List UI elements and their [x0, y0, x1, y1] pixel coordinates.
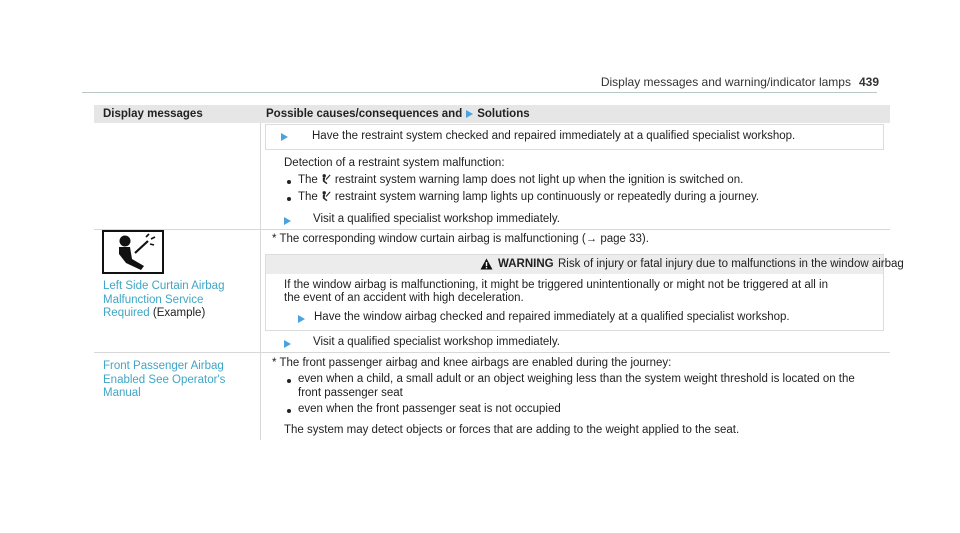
row-divider [94, 229, 890, 230]
detection-heading: Detection of a restraint system malfunction: [284, 157, 505, 169]
bullet-text: The [298, 174, 318, 186]
col-solutions-label: Solutions [477, 108, 530, 120]
row-divider [94, 352, 890, 353]
message-line: Front Passenger Airbag [103, 360, 224, 372]
action-text: Have the restraint system checked and repaired immediately at a qualified specialist workshop. [312, 130, 796, 142]
display-message [103, 280, 224, 321]
running-header [601, 75, 879, 89]
arrow-right-icon [281, 133, 288, 141]
warning-action: Have the window airbag checked and repaired immediately at a qualified specialist workshop. [314, 311, 790, 323]
arrow-right-icon [284, 217, 291, 225]
cause-text: * The corresponding window curtain airbag is malfunctioning (→ page 33). [272, 233, 649, 245]
bullet-text: even when the front passenger seat is not occupied [298, 403, 561, 415]
action-box [265, 124, 884, 150]
message-line: Enabled See Operator's [103, 373, 226, 386]
warning-triangle-icon [480, 258, 493, 270]
warning-box [265, 254, 904, 331]
arrow-right-icon [298, 315, 305, 323]
bullet-item [298, 191, 759, 203]
cause-text: * The front passenger airbag and knee airbags are enabled during the journey: [272, 357, 672, 369]
message-line: Left Side Curtain Airbag [103, 280, 225, 292]
col-display-messages: Display messages [103, 108, 203, 120]
bullet-text: The [298, 191, 318, 203]
bullet [287, 197, 291, 201]
arrow-right-icon [466, 110, 473, 118]
message-line: Required [103, 307, 150, 319]
restraint-system-icon [321, 191, 332, 202]
message-line: Malfunction Service [103, 293, 204, 306]
warning-text: the event of an accident with high deceleration. [284, 292, 524, 304]
bullet-text: restraint system warning lamp does not light up when the ignition is switched on. [334, 174, 744, 186]
bullet-text: front passenger seat [298, 387, 403, 399]
page-number: 439 [858, 75, 879, 89]
col-causes [266, 108, 530, 120]
warning-text: If the window airbag is malfunctioning, it might be triggered unintentionally or might not be triggered at all in [284, 279, 828, 291]
bullet-text: even when a child, a small adult or an object weighing less than the system weight threshold is located on the [298, 373, 855, 385]
airbag-icon [102, 230, 164, 274]
warning-label: WARNING [498, 258, 554, 270]
example-label: (Example) [152, 307, 206, 319]
col-causes-label: Possible causes/consequences and [266, 108, 463, 120]
column-divider [260, 123, 261, 440]
bullet [287, 409, 291, 413]
action-text: Visit a qualified specialist workshop immediately. [313, 336, 560, 348]
arrow-right-icon [284, 340, 291, 348]
bullet-item [298, 174, 743, 186]
action-text: Visit a qualified specialist workshop immediately. [313, 213, 560, 225]
header-rule [82, 92, 877, 93]
note-text: The system may detect objects or forces that are adding to the weight applied to the seat. [284, 424, 740, 436]
warning-bar [266, 255, 904, 274]
bullet [287, 379, 291, 383]
header-title: Display messages and warning/indicator lamps [600, 75, 851, 89]
bullet [287, 180, 291, 184]
warning-description: Risk of injury or fatal injury due to malfunctions in the window airbag [558, 258, 904, 270]
display-message [103, 360, 225, 401]
message-line: Manual [103, 387, 141, 399]
restraint-system-icon [321, 174, 332, 185]
bullet-text: restraint system warning lamp lights up continuously or repeatedly during a journey. [334, 191, 760, 203]
table-header [94, 105, 890, 123]
